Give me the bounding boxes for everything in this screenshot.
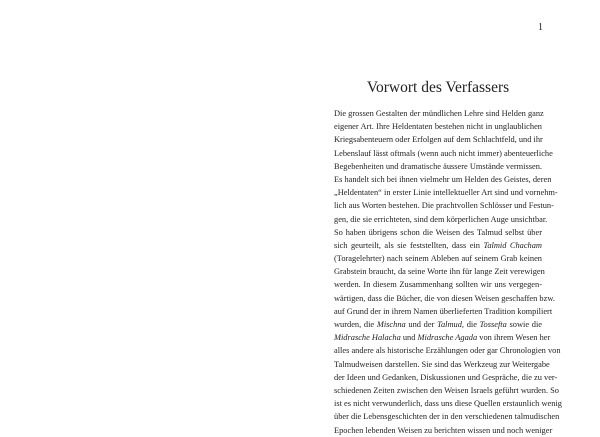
text-line	[334, 384, 559, 397]
text-line	[334, 344, 561, 357]
text-segment: von ihrem Wesen her	[477, 333, 551, 343]
text-line	[334, 318, 542, 331]
text-segment: und	[400, 333, 418, 343]
text-line	[334, 305, 553, 318]
text-line	[334, 424, 553, 437]
text-segment: auf Grund der in ihrem Namen überlieferten Tradition kompiliert	[334, 306, 553, 316]
text-line	[334, 278, 542, 291]
text-segment: Epochen lebenden Weisen zu berichten wissen und noch weniger	[334, 425, 553, 435]
text-segment: Grabstein braucht, da seine Worte ihn für lange Zeit verewigen	[334, 267, 545, 277]
text-segment: wärtigen, dass die Bücher, die von diesen Weisen geschaffen bzw.	[334, 293, 555, 303]
text-line	[334, 133, 542, 146]
text-line	[334, 358, 550, 371]
text-segment: Die grossen Gestalten der mündlichen Lehre sind Helden ganz	[334, 109, 544, 118]
text-line	[334, 160, 542, 173]
body-text	[334, 107, 562, 437]
text-line	[334, 120, 542, 133]
text-line	[334, 213, 548, 226]
chapter-title: Vorwort des Verfassers	[366, 79, 510, 96]
text-segment: sich geurteilt, als sie feststellten, dass ein	[334, 240, 484, 250]
text-segment: sowie die	[506, 320, 542, 329]
text-line	[334, 265, 545, 278]
text-segment: Lebenslauf lässt oftmals (wenn auch nicht immer) abenteuerliche	[334, 148, 553, 158]
text-segment: schiedenen Zeiten zwischen den Weisen Israels geführt wurden. So	[334, 385, 559, 395]
italic-term: Midrasche Halacha	[334, 333, 401, 343]
text-segment: lich aus Worten bestehen. Die prachtvollen Schlösser und Festun-	[334, 201, 554, 211]
text-line	[334, 410, 560, 423]
text-segment: werden. In diesem Zusammenhang sollten wir uns vergegen-	[334, 280, 542, 290]
text-line	[334, 186, 558, 199]
text-line	[334, 292, 555, 305]
text-line	[334, 371, 558, 384]
italic-term: Mischna	[376, 320, 406, 329]
text-segment: und der	[405, 320, 438, 329]
text-segment: gen, die sie errichteten, sind dem körperlichen Auge unsichtbar.	[334, 214, 548, 224]
text-segment: wurden, die	[334, 320, 377, 329]
text-segment: Kriegsabenteuern oder Erfolgen auf dem Schlachtfeld, und ihr	[334, 135, 543, 145]
text-segment: Begebenheiten und dramatische äussere Umstände vermissen.	[334, 161, 542, 171]
text-line	[334, 107, 542, 120]
page-number: 1	[538, 22, 543, 33]
text-segment: eigener Art. Ihre Heldentaten bestehen nicht in unglaublichen	[334, 122, 542, 132]
text-segment: Talmudweisen darstellen. Sie sind das Werkzeug zur Weitergabe	[334, 359, 550, 369]
text-segment: alles andere als historische Erzählungen oder gar Chronologien von	[334, 346, 561, 356]
text-line	[334, 226, 542, 239]
text-segment: , die	[461, 320, 480, 329]
text-line	[334, 397, 562, 410]
italic-term: Talmid Chacham	[483, 240, 542, 250]
italic-term: Tossefta	[479, 320, 507, 329]
text-segment: So haben übrigens schon die Weisen des Talmud selbst über	[334, 227, 542, 237]
text-line	[334, 199, 554, 212]
text-segment: (Toragelehrter) nach seinem Ableben auf seinem Grab keinen	[334, 254, 542, 264]
italic-term: Talmud	[437, 320, 462, 329]
text-line	[334, 147, 553, 160]
text-segment: über die Lebensgeschichten der in den verschiedenen talmudischen	[334, 412, 560, 422]
text-segment: der Ideen und Gedanken, Diskussionen und Gespräche, die zu ver-	[334, 372, 558, 382]
text-segment: ist es nicht verwunderlich, dass uns diese Quellen erstaunlich wenig	[334, 399, 562, 409]
text-line	[334, 331, 551, 344]
text-segment: „Heldentaten“ in erster Linie intellektueller Art sind und vornehm-	[334, 188, 558, 198]
text-line	[334, 173, 552, 186]
italic-term: Midrasche Agada	[417, 333, 478, 343]
text-line	[334, 239, 542, 252]
text-segment: Es handelt sich bei ihnen vielmehr um Helden des Geistes, deren	[334, 174, 552, 184]
text-line	[334, 252, 542, 265]
